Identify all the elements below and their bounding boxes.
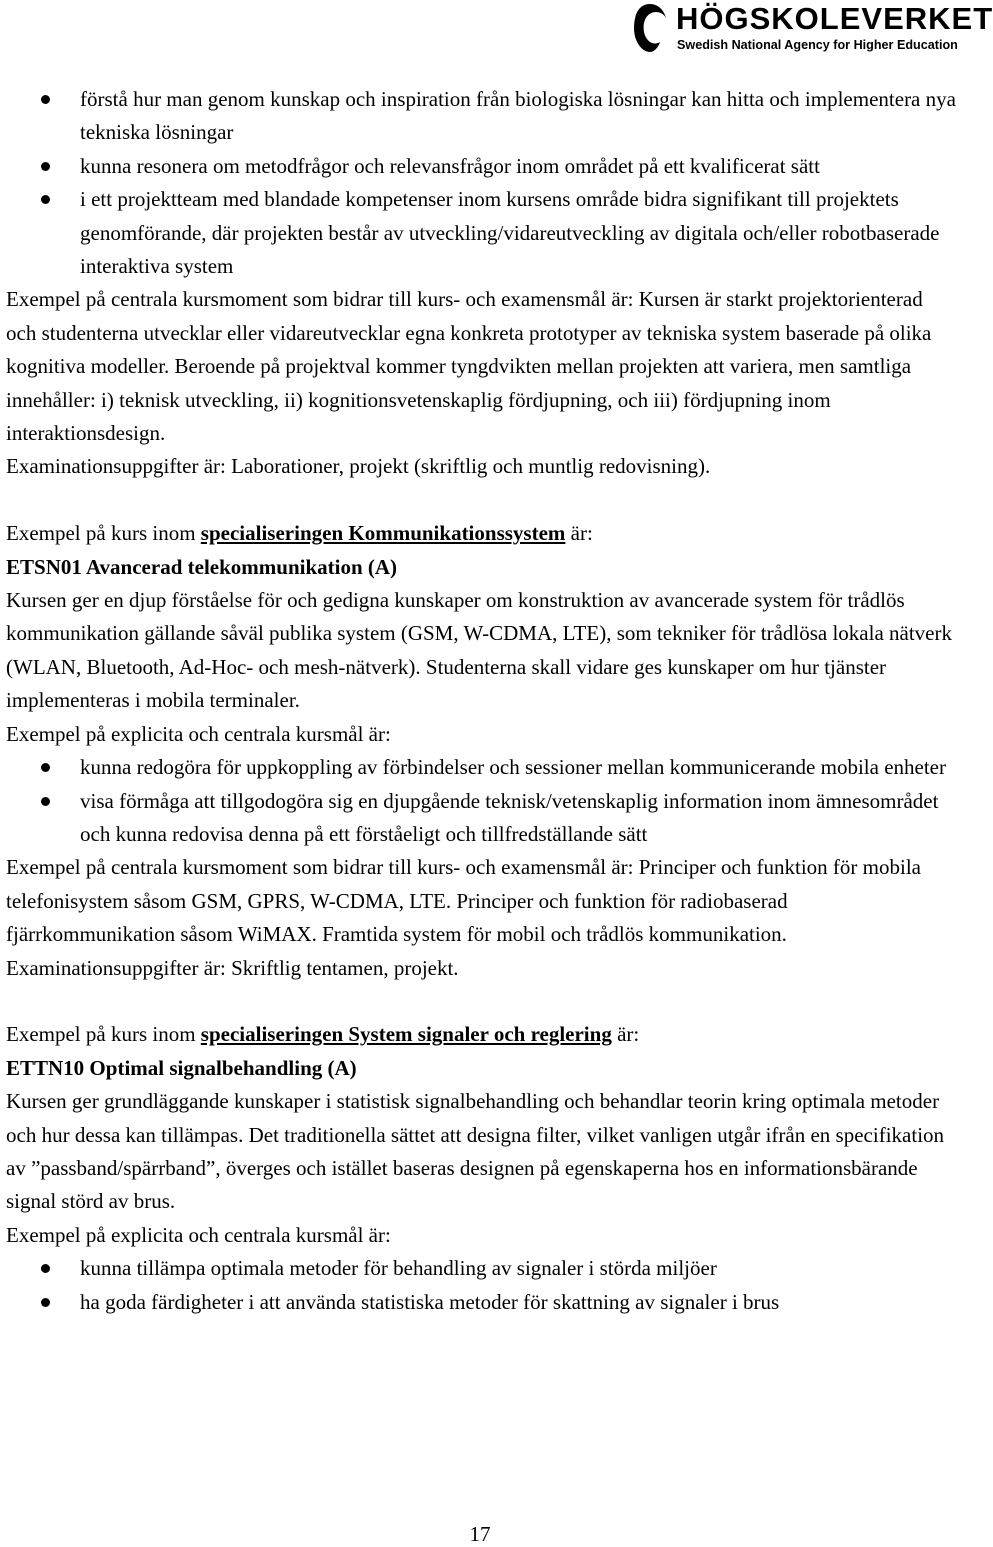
list-item: kunna redogöra för uppkoppling av förbindelser och sessioner mellan kommunicerande mobila enheter — [6, 751, 956, 784]
list-item: förstå hur man genom kunskap och inspiration från biologiska lösningar kan hitta och implementera nya tekniska lösningar — [6, 83, 956, 150]
document-body — [6, 83, 956, 1319]
course-moments-paragraph: Exempel på centrala kursmoment som bidrar till kurs- och examensmål är: Kursen är starkt projektorienterad och studenterna utvecklar eller vidareutvecklar egna konkreta prototyper av tekniska system baserade på olika kognitiva modeller. Beroende på projektval kommer tyngdvikten mellan projekten att variera, men samtliga innehåller: i) teknisk utveckling, ii) kognitionsvetenskaplig fördjupning, och iii) fördjupning inom interaktionsdesign. — [6, 287, 932, 446]
bullet-icon — [41, 162, 50, 171]
course-description: Kursen ger grundläggande kunskaper i statistisk signalbehandling och behandlar teorin kring optimala metoder och hur dessa kan tillämpas. Det traditionella sättet att designa filter, vilket vanligen utgår ifrån en specifikation av ”passband/spärrband”, överges och istället baseras designen på egenskaperna hos en informationsbärande signal störd av brus. — [6, 1089, 945, 1214]
course-title: ETSN01 Avancerad telekommunikation (A) — [6, 554, 398, 579]
specialization-name: specialiseringen Kommunikationssystem — [200, 521, 566, 546]
examination-paragraph: Examinationsuppgifter är: Skriftlig tentamen, projekt. — [6, 955, 459, 980]
goals-intro: Exempel på explicita och centrala kursmål är: — [6, 721, 391, 746]
logo-name: HÖGSKOLEVERKET — [676, 1, 993, 36]
list-item: kunna resonera om metodfrågor och relevansfrågor inom området på ett kvalificerat sätt — [6, 150, 956, 183]
logo-subtitle: Swedish National Agency for Higher Education — [677, 38, 958, 52]
specialization-name: specialiseringen System signaler och reglering — [200, 1022, 612, 1047]
goal-list-1 — [6, 83, 956, 283]
list-item: kunna tillämpa optimala metoder för behandling av signaler i störda miljöer — [6, 1252, 956, 1285]
specialization-intro: Exempel på kurs inom specialiseringen System signaler och reglering är: — [6, 1022, 640, 1047]
goals-intro: Exempel på explicita och centrala kursmål är: — [6, 1222, 391, 1247]
list-item: i ett projektteam med blandade kompetenser inom kursens område bidra signifikant till projektets genomförande, där projekten består av utveckling/vidareutveckling av digitala och/eller robotbaserade interaktiva system — [6, 183, 956, 283]
hogskoleverket-logo — [632, 1, 993, 54]
goal-list-2 — [6, 751, 956, 851]
logo-emblem-icon — [632, 2, 668, 54]
bullet-icon — [41, 1298, 50, 1307]
list-item: ha goda färdigheter i att använda statistiska metoder för skattning av signaler i brus — [6, 1286, 956, 1319]
course-moments-paragraph: Exempel på centrala kursmoment som bidrar till kurs- och examensmål är: Principer och funktion för mobila telefonisystem såsom GSM, GPRS, W-CDMA, LTE. Principer och funktion för radiobaserad fjärrkommunikation såsom WiMAX. Framtida system för mobil och trådlös kommunikation. — [6, 855, 921, 947]
list-item: visa förmåga att tillgodogöra sig en djupgående teknisk/vetenskaplig information inom ämnesområdet och kunna redovisa denna på ett förståeligt och tillfredställande sätt — [6, 785, 956, 852]
bullet-icon — [41, 95, 50, 104]
examination-paragraph: Examinationsuppgifter är: Laborationer, projekt (skriftlig och muntlig redovisning). — [6, 454, 711, 479]
page-number: 17 — [469, 1522, 491, 1546]
bullet-icon — [41, 1264, 50, 1273]
bullet-icon — [41, 797, 50, 806]
goal-list-3 — [6, 1252, 956, 1319]
specialization-intro: Exempel på kurs inom specialiseringen Kommunikationssystem är: — [6, 521, 593, 546]
bullet-icon — [41, 763, 50, 772]
course-title: ETTN10 Optimal signalbehandling (A) — [6, 1055, 357, 1080]
course-description: Kursen ger en djup förståelse för och gedigna kunskaper om konstruktion av avancerade system för trådlös kommunikation gällande såväl publika system (GSM, W-CDMA, LTE), som tekniker för trådlösa lokala nätverk (WLAN, Bluetooth, Ad-Hoc- och mesh-nätverk). Studenterna skall vidare ges kunskaper om hur tjänster implementeras i mobila terminaler. — [6, 588, 952, 713]
bullet-icon — [41, 195, 50, 204]
